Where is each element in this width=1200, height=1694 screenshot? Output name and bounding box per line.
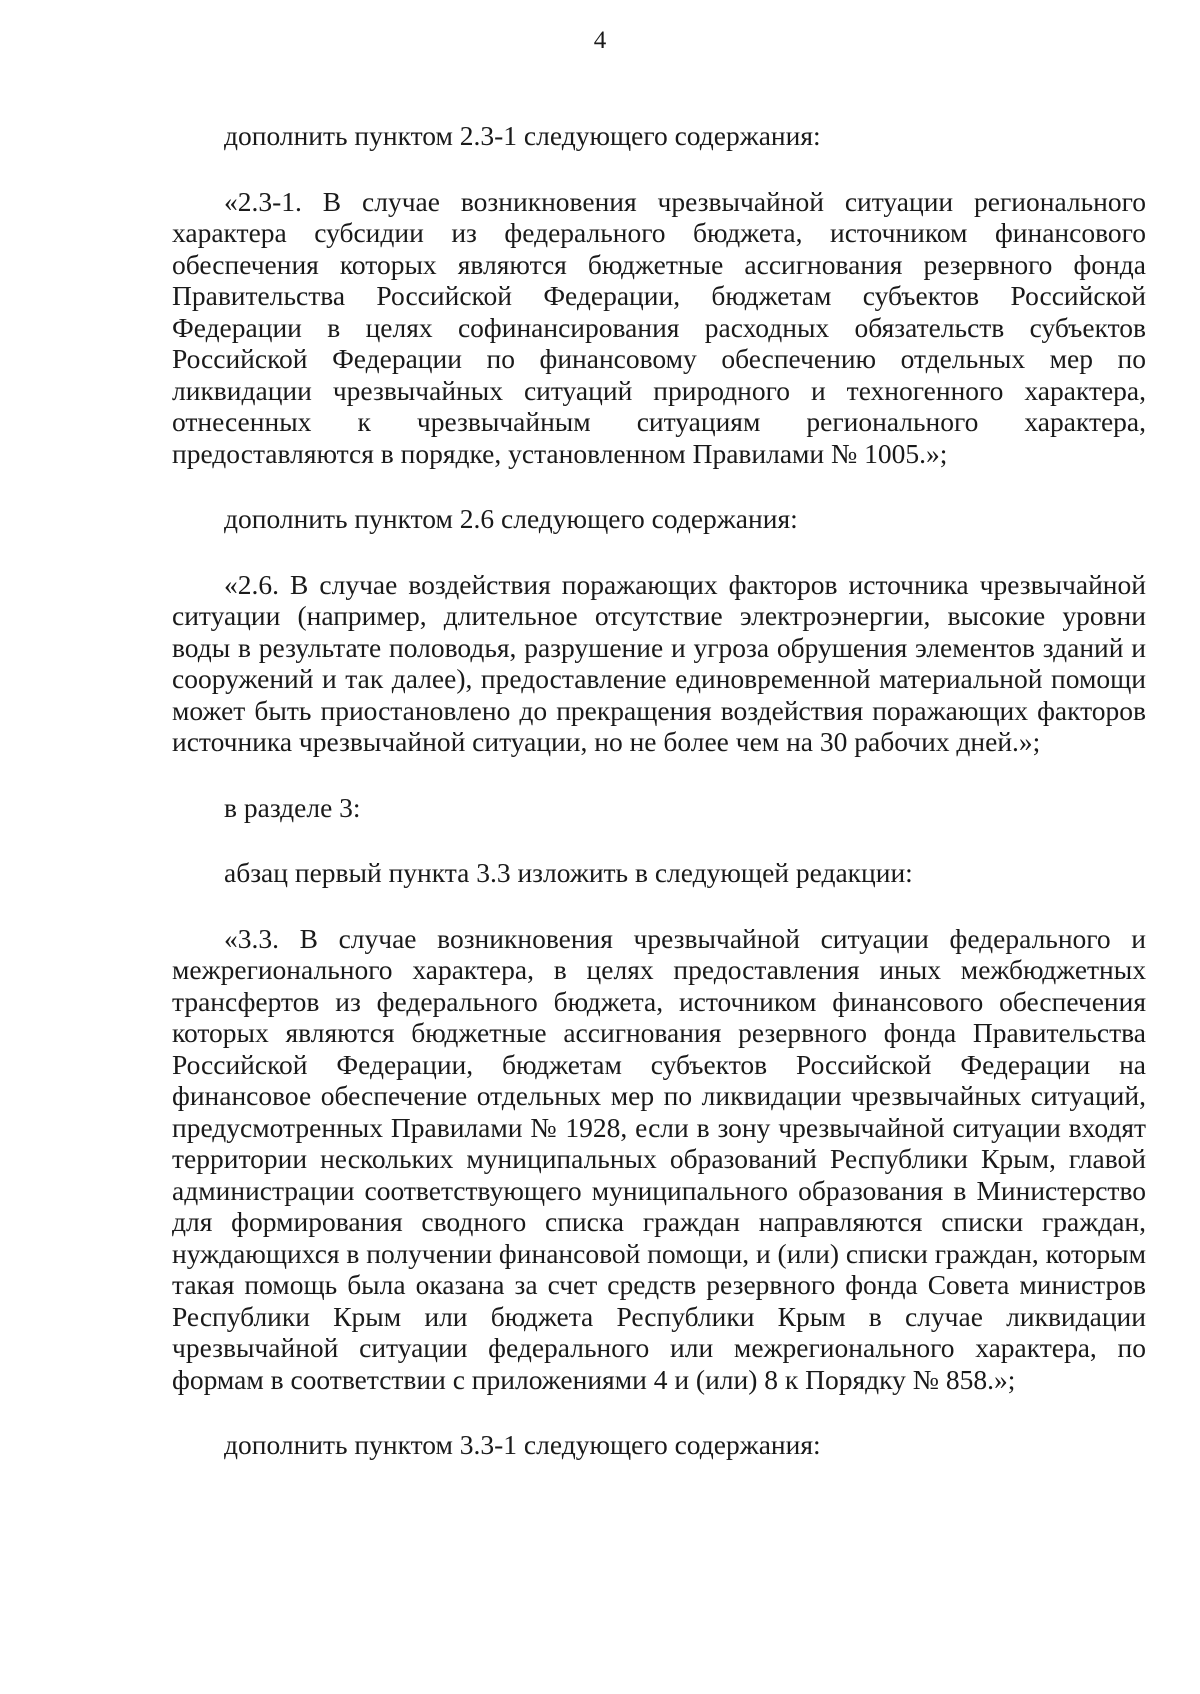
- paragraph-add-2-6-intro: дополнить пунктом 2.6 следующего содержания:: [224, 503, 798, 534]
- paragraph-section-3: в разделе 3:: [224, 791, 361, 823]
- paragraph-clause-3-3: «3.3. В случае возникновения чрезвычайной ситуации федерального и межрегионального характера, в целях предоставления иных межбюджетных трансфертов из федерального бюджета, источником финансового обеспечения которых являются бюджетные ассигнования резервного фонда Правительства Российской Федерации, бюджетам субъектов Российской Федерации на финансовое обеспечение отдельных мер по ликвидации чрезвычайных ситуаций, предусмотренных Правилами № 1928, если в зону чрезвычайной ситуации входят территории нескольких муниципальных образований Республики Крым, главой администрации соответствующего муниципального образования в Министерство для формирования сводного списка граждан направляются списки граждан, нуждающихся в получении финансовой помощи, и (или) списки граждан, которым такая помощь была оказана за счет средств резервного фонда Совета министров Республики Крым или бюджета Республики Крым в случае ликвидации чрезвычайной ситуации федерального или межрегионального характера, по формам в соответствии с приложениями 4 и (или) 8 к Порядку № 858.»;: [172, 922, 1146, 1395]
- paragraph-add-2-3-1-intro: дополнить пунктом 2.3-1 следующего содержания:: [224, 120, 821, 151]
- page-number: 4: [593, 27, 607, 54]
- paragraph-clause-2-6: «2.6. В случае воздействия поражающих факторов источника чрезвычайной ситуации (например, длительное отсутствие электроэнергии, высокие уровни воды в результате половодья, разрушение и угроза обрушения элементов зданий и сооружений и так далее), предоставление единовременной материальной помощи может быть приостановлено до прекращения воздействия поражающих факторов источника чрезвычайной ситуации, но не более чем на 30 рабочих дней.»;: [172, 568, 1146, 757]
- paragraph-add-3-3-1-intro: дополнить пунктом 3.3-1 следующего содержания:: [224, 1429, 821, 1460]
- document-body: [172, 120, 1146, 1461]
- paragraph-clause-2-3-1: «2.3-1. В случае возникновения чрезвычайной ситуации регионального характера субсидии из федерального бюджета, источником финансового обеспечения которых являются бюджетные ассигнования резервного фонда Правительства Российской Федерации, бюджетам субъектов Российской Федерации в целях софинансирования расходных обязательств субъектов Российской Федерации по финансовому обеспечению отдельных мер по ликвидации чрезвычайных ситуаций природного и техногенного характера, отнесенных к чрезвычайным ситуациям регионального характера, предоставляются в порядке, установленном Правилами № 1005.»;: [172, 185, 1146, 469]
- paragraph-3-3-edit-intro: абзац первый пункта 3.3 изложить в следующей редакции:: [224, 857, 913, 888]
